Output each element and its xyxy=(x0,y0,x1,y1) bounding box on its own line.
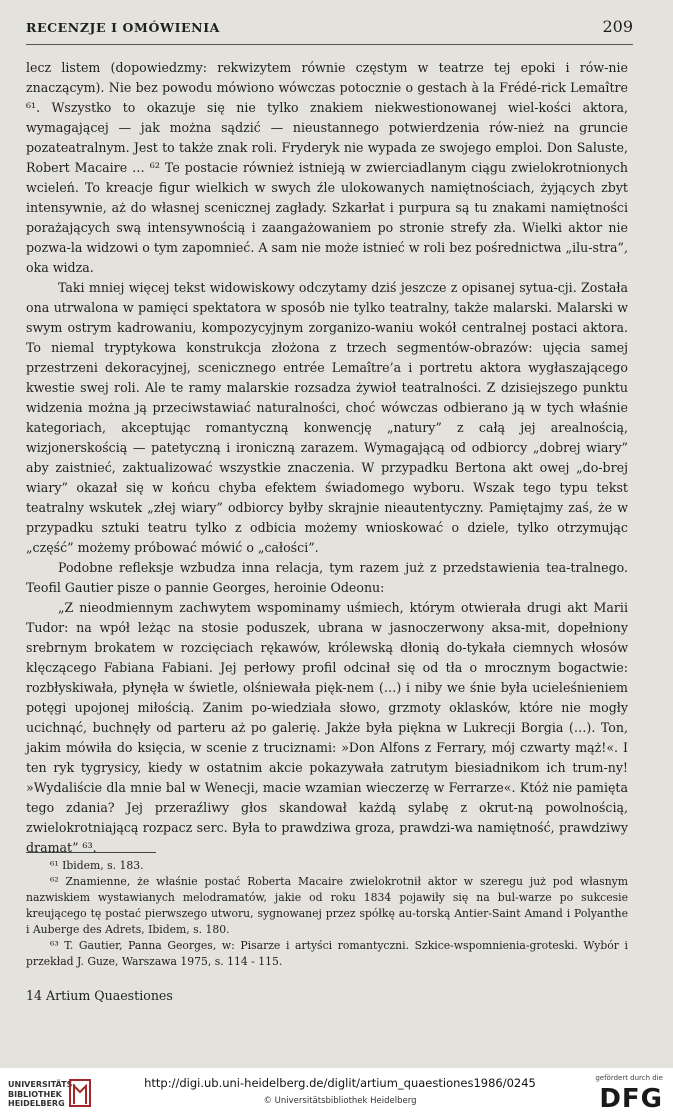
body-text xyxy=(26,58,628,858)
footnotes xyxy=(26,858,628,970)
funding-note: gefördert durch die xyxy=(595,1074,663,1082)
permalink-url[interactable]: http://digi.ub.uni-heidelberg.de/diglit/artium_quaestiones1986/0245 xyxy=(144,1076,536,1090)
library-name-line-1: UNIVERSITÄTS- xyxy=(8,1080,76,1089)
page-number: 209 xyxy=(602,17,633,36)
running-head-title: RECENZJE I OMÓWIENIA xyxy=(26,20,220,35)
paragraph-3: Podobne refleksje wzbudza inna relacja, tym razem już z przedstawienia tea-tralnego. Teofil Gautier pisze o pannie Georges, heroinie Odeonu: xyxy=(26,560,628,595)
quotation-paragraph: „Z nieodmiennym zachwytem wspominamy uśmiech, którym otwierała drugi akt Marii Tudor: na wpół leżąc na stosie poduszek, ubrana w jasnoczerwony aksa-mit, dopełniony srebrnym brokatem w rozcięciach rękawów, królewską dłonią do-tykała ciemnych włosów klęczącego Fabiana Fabiani. Jej perłowy profil odcinał się od tła o mrocznym bogactwie: rozbłyskiwała, płynęła w świetle, olśniewała pięk-nem (…) i niby we śnie była ucieleśnieniem potęgi upojonej miłością. Zanim po-wiedziała słowo, grzmoty oklasków, które nie mogły ucichnąć, buchnęły od parteru aż po galerię. Jakże była piękna w Lukrecji Borgia (…). Ton, jakim mówiła do księcia, w scenie z truciznami: »Don Alfons z Ferrary, mój czwarty mąż!«. I ten ryk tygrysicy, kiedy w ostatnim akcie pokazywała zatrutym biesiadnikom ich trum-ny! »Wydaliście dla mnie bal w Wenecji, macie wzamian wieczerzę w Ferrarze«. Któż nie pamięta tego zdania? Jej przeraźliwy głos skandował każdą sylabę z okrut-ną powolnością, zwielokrotniającą rozpacz serc. Była to prawdziwa groza, prawdzi-wa namiętność, prawdziwy dramat” ⁶³. xyxy=(26,600,628,855)
viewer-footer xyxy=(0,1068,673,1117)
paragraph-2: Taki mniej więcej tekst widowiskowy odczytamy dziś jeszcze z opisanej sytua-cji. Została ona utrwalona w pamięci spektatora w sposób nie tylko teatralny, także malarski. Malarski w swym ostrym kadrowaniu, kompozycyjnym zorganizo-waniu wokół centralnej postaci aktora. To niemal tryptykowa konstrukcja złożona z trzech segmentów-obrazów: ujęcia samej przestrzeni dekoracyjnej, scenicznego entrée Lemaître’a i portretu aktora wygłaszającego kwestie swej roli. Ale te ramy malarskie rozsadza żywioł teatralności. Z dzisiejszego punktu widzenia można ją przeciwstawiać naturalności, choć wówczas odbierano ją w tych właśnie kategoriach, akceptując romantyczną konwencję „natury” z całą jej arealnością, wizjonerskością — patetyczną i ironiczną zarazem. Wymagającą od odbiorcy „dobrej wiary” aby zaistnieć, zaktualizować wszystkie znaczenia. W przypadku Bertona akt owej „do-brej wiary” okazał się w końcu chyba efektem świadomego wyboru. Wszak tego typu tekst teatralny wskutek „złej wiary” odbiorcy byłby skrajnie nieautentyczny. Pamiętajmy zaś, że w przypadku sztuki teatru tylko z odbicia możemy wnioskować o dziele, tylko otrzymując „część” możemy próbować mówić o „całości”. xyxy=(26,280,628,555)
library-logo-text xyxy=(8,1080,76,1109)
library-name-line-3: HEIDELBERG xyxy=(8,1099,65,1108)
footnote-62: ⁶² Znamienne, że właśnie postać Roberta Macaire zwielokrotnił aktor w szeregu już pod własnym nazwiskiem wystawianych melodramatów, jakie od roku 1834 pojawiły się na bul-warze po sukcesie kreującego tę postać pierwszego utworu, sygnowanej przez spółkę au-torską Antier-Saint Amand i Polyanthe i Auberge des Adrets, Ibidem, s. 180. xyxy=(26,875,628,936)
footnote-rule xyxy=(26,852,156,853)
copyright-notice: © Universitätsbibliothek Heidelberg xyxy=(263,1096,417,1106)
dfg-logo: DFG xyxy=(599,1084,663,1114)
printer-signature: 14 Artium Quaestiones xyxy=(26,988,173,1003)
footnote-63: ⁶³ T. Gautier, Panna Georges, w: Pisarze i artyści romantyczni. Szkice-wspomnienia-groteski. Wybór i przekład J. Guze, Warszawa 1975, s. 114 - 115. xyxy=(26,939,628,968)
library-emblem-icon xyxy=(68,1078,92,1108)
library-name-line-2: BIBLIOTHEK xyxy=(8,1089,62,1099)
footnote-61: ⁶¹ Ibidem, s. 183. xyxy=(50,859,144,872)
paragraph-1: lecz listem (dopowiedzmy: rekwizytem równie częstym w teatrze tej epoki i rów-nie znaczącym). Nie bez powodu mówiono wówczas potocznie o gestach à la Frédé-rick Lemaître ⁶¹. Wszystko to okazuje się nie tylko znakiem niekwestionowanej wiel-kości aktora, wymagającej — jak można sądzić — nieustannego potwierdzenia rów-nież na gruncie pozateatralnym. Jest to także znak roli. Fryderyk nie wypada ze swojego emploi. Don Saluste, Robert Macaire … ⁶² Te postacie również istnieją w zwierciadlanym ciągu zwielokrotnionych wcieleń. To kreacje figur wielkich w swych źle ulokowanych namiętnościach, żyjących zbyt intensywnie, aż do własnej scenicznej zagłady. Szkarłat i purpura są tu znakami namiętności porażających swą intensywnością i zaangażowaniem po stronie strefy zła. Wielki aktor nie pozwa-la widzowi o tym zapomnieć. A sam nie może istnieć w roli bez pośrednictwa „ilu-stra”, oka widza. xyxy=(26,60,628,275)
running-head xyxy=(26,16,633,45)
